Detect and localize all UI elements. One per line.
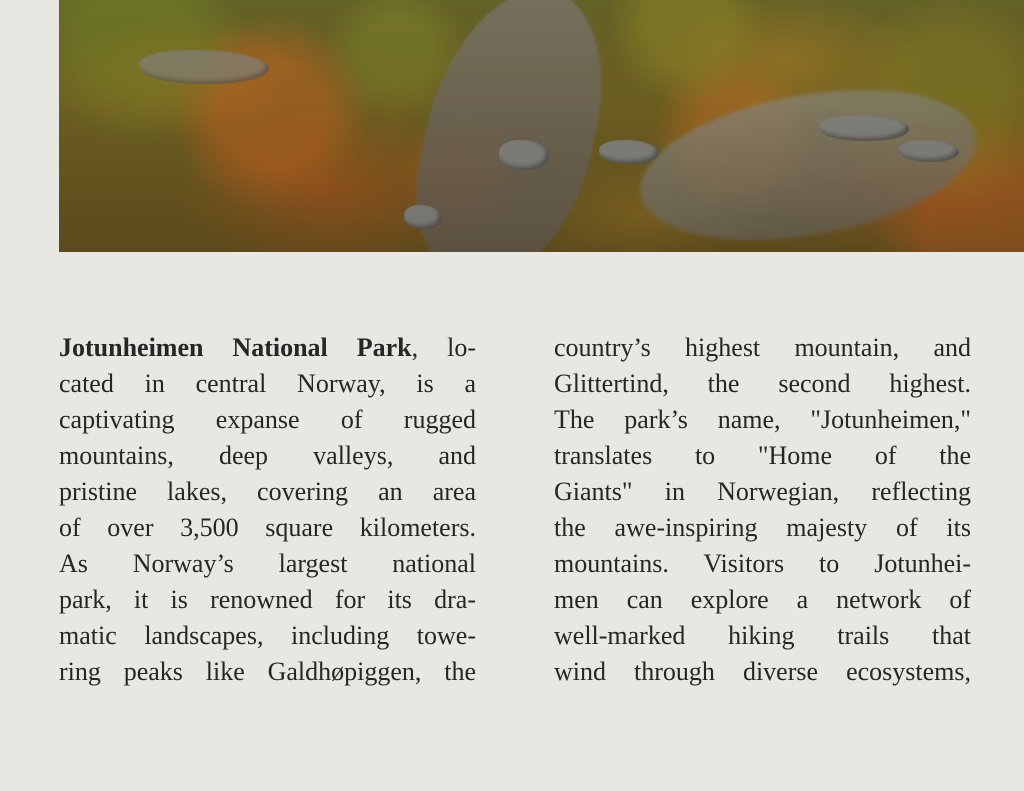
text-line: captivating expanse of rugged — [59, 405, 476, 434]
article-column-right — [554, 330, 971, 690]
text-line: translates to "Home of the — [554, 441, 971, 470]
text-line — [59, 330, 476, 366]
article-column-left — [59, 330, 476, 690]
text-line: country’s highest mountain, and — [554, 333, 971, 362]
hero-shade — [59, 0, 1024, 252]
text-line: wind through diverse ecosystems, — [554, 657, 971, 686]
text-line: the awe-inspiring majesty of its — [554, 513, 971, 542]
text-fragment: , lo- — [411, 333, 476, 362]
text-line: of over 3,500 square kilometers. — [59, 513, 476, 542]
text-line: park, it is renowned for its dra- — [59, 585, 476, 614]
text-line: Giants" in Norwegian, reflecting — [554, 477, 971, 506]
hero-photo — [59, 0, 1024, 252]
text-line: cated in central Norway, is a — [59, 369, 476, 398]
text-line: The park’s name, "Jotunheimen," — [554, 405, 971, 434]
text-line: men can explore a network of — [554, 585, 971, 614]
text-line: mountains. Visitors to Jotunhei- — [554, 549, 971, 578]
text-line: ring peaks like Galdhøpiggen, the — [59, 657, 476, 686]
park-name: Jotunheimen National Park — [59, 333, 412, 362]
text-line: Glittertind, the second highest. — [554, 369, 971, 398]
text-line: mountains, deep valleys, and — [59, 441, 476, 470]
text-line: well-marked hiking trails that — [554, 621, 971, 650]
text-line: matic landscapes, including towe- — [59, 621, 476, 650]
text-line: As Norway’s largest national — [59, 549, 476, 578]
text-line: pristine lakes, covering an area — [59, 477, 476, 506]
